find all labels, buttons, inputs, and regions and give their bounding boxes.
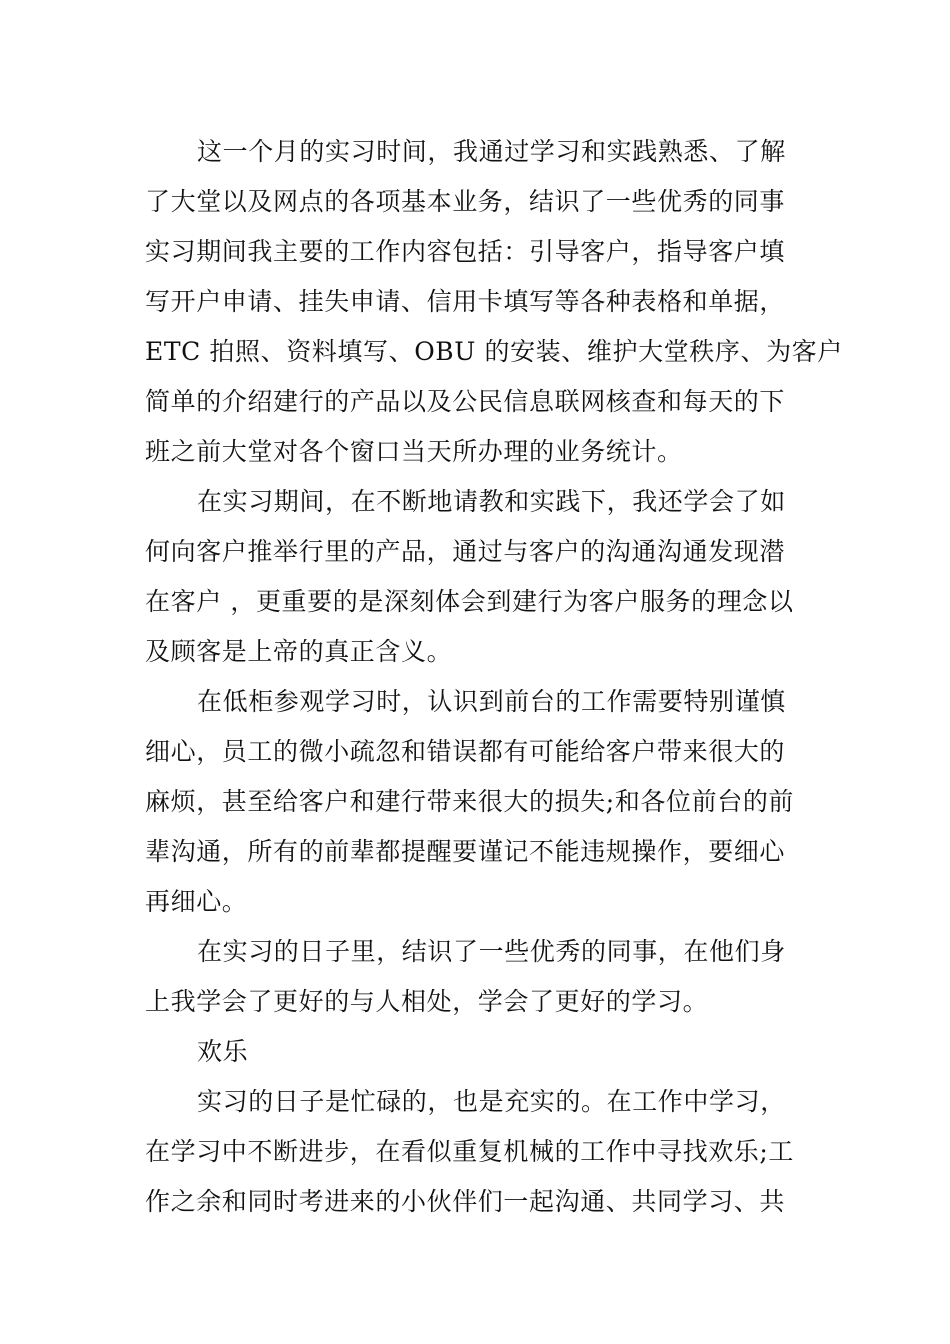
- text-line: 何向客户推举行里的产品，通过与客户的沟通沟通发现潜: [145, 537, 786, 566]
- text-line: 细心，员工的微小疏忽和错误都有可能给客户带来很大的: [145, 737, 786, 766]
- text-line: 这一个月的实习时间，我通过学习和实践熟悉、了解: [197, 137, 786, 166]
- text-line: 在实习期间，在不断地请教和实践下，我还学会了如: [197, 487, 786, 516]
- section-heading: 欢乐: [197, 1037, 249, 1066]
- text-line: ETC 拍照、资料填写、OBU 的安装、维护大堂秩序、为客户: [145, 337, 843, 366]
- text-line: 在客户 ，更重要的是深刻体会到建行为客户服务的理念以: [145, 587, 794, 616]
- text-line: 在低柜参观学习时，认识到前台的工作需要特别谨慎: [197, 687, 786, 716]
- text-line: 再细心。: [145, 887, 248, 916]
- text-line: 在学习中不断进步，在看似重复机械的工作中寻找欢乐;工: [145, 1137, 795, 1166]
- text-line: 麻烦，甚至给客户和建行带来很大的损失;和各位前台的前: [145, 787, 795, 816]
- text-line: 简单的介绍建行的产品以及公民信息联网核查和每天的下: [145, 387, 786, 416]
- text-line: 班之前大堂对各个窗口当天所办理的业务统计。: [145, 437, 683, 466]
- text-line: 在实习的日子里，结识了一些优秀的同事，在他们身: [197, 937, 786, 966]
- text-line: 上我学会了更好的与人相处，学会了更好的学习。: [145, 987, 709, 1016]
- text-line: 及顾客是上帝的真正含义。: [145, 637, 453, 666]
- text-line: 作之余和同时考进来的小伙伴们一起沟通、共同学习、共: [145, 1187, 786, 1216]
- text-line: 实习期间我主要的工作内容包括：引导客户，指导客户填: [145, 237, 786, 266]
- text-line: 实习的日子是忙碌的，也是充实的。在工作中学习，: [197, 1087, 786, 1116]
- text-line: 写开户申请、挂失申请、信用卡填写等各种表格和单据，: [145, 287, 786, 316]
- text-line: 辈沟通，所有的前辈都提醒要谨记不能违规操作，要细心: [145, 837, 786, 866]
- text-line: 了大堂以及网点的各项基本业务，结识了一些优秀的同事: [145, 187, 786, 216]
